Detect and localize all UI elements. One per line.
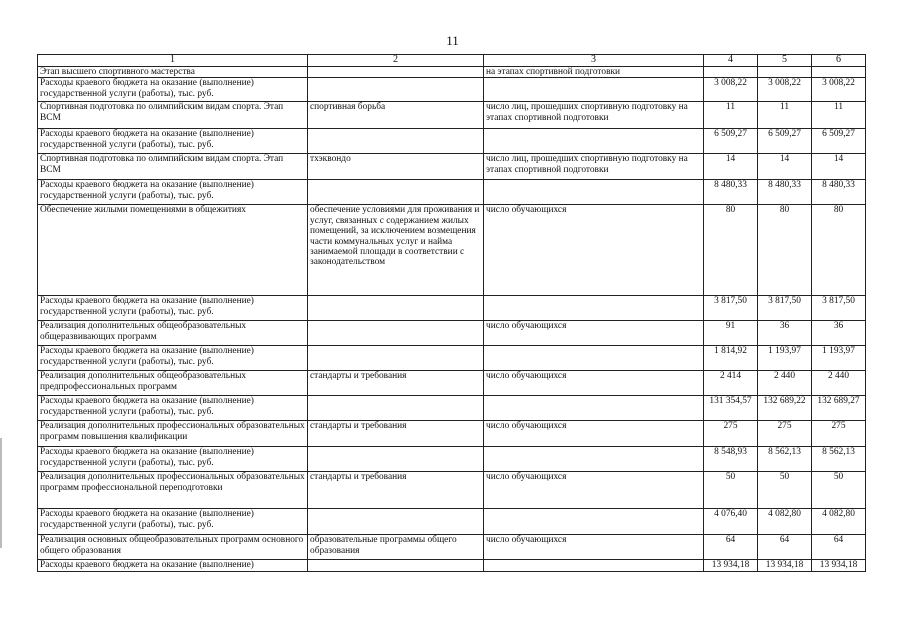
- value-year3-cell: 1 193,97: [812, 346, 866, 371]
- value-year3-cell: 4 082,80: [812, 509, 866, 535]
- measure-cell: число обучающихся: [484, 205, 704, 296]
- table-row: [38, 205, 866, 296]
- table-row: [38, 296, 866, 321]
- measure-cell: [484, 129, 704, 154]
- value-year1-cell: 2 414: [704, 371, 758, 396]
- value-year3-cell: 3 008,22: [812, 78, 866, 102]
- measure-cell: [484, 509, 704, 535]
- content-cell: стандарты и требования: [308, 371, 484, 396]
- value-year2-cell: 8 480,33: [758, 180, 812, 205]
- measure-cell: число обучающихся: [484, 321, 704, 346]
- content-cell: [308, 78, 484, 102]
- value-year2-cell: 1 193,97: [758, 346, 812, 371]
- indicator-cell: Реализация дополнительных общеобразовательных предпрофессиональных программ: [38, 371, 308, 396]
- measure-cell: на этапах спортивной подготовки: [484, 67, 704, 78]
- content-cell: обеспечение условиями для проживания и услуг, связанных с содержанием жилых помещений, за исключением возмещения части коммунальных услуг и найма занимаемой площади в соответствии с законодательством: [308, 205, 484, 296]
- measure-cell: число обучающихся: [484, 371, 704, 396]
- measure-cell: [484, 560, 704, 572]
- value-year2-cell: 3 817,50: [758, 296, 812, 321]
- content-cell: [308, 129, 484, 154]
- value-year3-cell: 13 934,18: [812, 560, 866, 572]
- measure-cell: [484, 346, 704, 371]
- value-year1-cell: 50: [704, 472, 758, 509]
- value-year1-cell: 131 354,57: [704, 396, 758, 421]
- table-row: [38, 67, 866, 78]
- value-year1-cell: 3 008,22: [704, 78, 758, 102]
- value-year2-cell: 3 008,22: [758, 78, 812, 102]
- content-cell: [308, 67, 484, 78]
- budget-table: [37, 54, 866, 572]
- value-year2-cell: 4 082,80: [758, 509, 812, 535]
- content-cell: стандарты и требования: [308, 421, 484, 447]
- table-row: [38, 447, 866, 472]
- value-year1-cell: 64: [704, 535, 758, 560]
- indicator-cell: Спортивная подготовка по олимпийским видам спорта. Этап ВСМ: [38, 102, 308, 129]
- indicator-cell: Реализация дополнительных общеобразовательных общеразвивающих программ: [38, 321, 308, 346]
- content-cell: тхэквондо: [308, 154, 484, 180]
- measure-cell: число обучающихся: [484, 535, 704, 560]
- content-cell: [308, 396, 484, 421]
- indicator-cell: Реализация основных общеобразовательных программ основного общего образования: [38, 535, 308, 560]
- measure-cell: [484, 447, 704, 472]
- value-year2-cell: 2 440: [758, 371, 812, 396]
- indicator-cell: Этап высшего спортивного мастерства: [38, 67, 308, 78]
- table-row: [38, 154, 866, 180]
- content-cell: стандарты и требования: [308, 472, 484, 509]
- value-year1-cell: 275: [704, 421, 758, 447]
- table-row: [38, 371, 866, 396]
- table-row: [38, 535, 866, 560]
- content-cell: [308, 447, 484, 472]
- value-year3-cell: 64: [812, 535, 866, 560]
- table-row: [38, 421, 866, 447]
- table-row: [38, 102, 866, 129]
- header-cell-5: 5: [758, 55, 812, 67]
- value-year3-cell: 2 440: [812, 371, 866, 396]
- value-year2-cell: 64: [758, 535, 812, 560]
- value-year3-cell: 50: [812, 472, 866, 509]
- indicator-cell: Расходы краевого бюджета на оказание (выполнение) государственной услуги (работы), тыс. руб.: [38, 346, 308, 371]
- value-year2-cell: 36: [758, 321, 812, 346]
- table-row: [38, 129, 866, 154]
- value-year3-cell: 8 480,33: [812, 180, 866, 205]
- value-year2-cell: 132 689,22: [758, 396, 812, 421]
- value-year2-cell: 14: [758, 154, 812, 180]
- indicator-cell: Расходы краевого бюджета на оказание (выполнение) государственной услуги (работы), тыс. руб.: [38, 78, 308, 102]
- value-year3-cell: 132 689,27: [812, 396, 866, 421]
- value-year3-cell: 275: [812, 421, 866, 447]
- content-cell: образовательные программы общего образования: [308, 535, 484, 560]
- measure-cell: число лиц, прошедших спортивную подготовку на этапах спортивной подготовки: [484, 154, 704, 180]
- measure-cell: число обучающихся: [484, 421, 704, 447]
- scan-margin-mark: [0, 438, 2, 548]
- indicator-cell: Спортивная подготовка по олимпийским видам спорта. Этап ВСМ: [38, 154, 308, 180]
- header-cell-3: 3: [484, 55, 704, 67]
- value-year1-cell: 91: [704, 321, 758, 346]
- page-number: 11: [446, 33, 459, 48]
- content-cell: [308, 346, 484, 371]
- value-year3-cell: [812, 67, 866, 78]
- measure-cell: [484, 396, 704, 421]
- measure-cell: число лиц, прошедших спортивную подготовку на этапах спортивной подготовки: [484, 102, 704, 129]
- measure-cell: [484, 78, 704, 102]
- indicator-cell: Обеспечение жилыми помещениями в общежитиях: [38, 205, 308, 296]
- value-year2-cell: [758, 67, 812, 78]
- value-year3-cell: 3 817,50: [812, 296, 866, 321]
- table-row: [38, 396, 866, 421]
- header-cell-6: 6: [812, 55, 866, 67]
- value-year1-cell: 14: [704, 154, 758, 180]
- indicator-cell: Расходы краевого бюджета на оказание (выполнение) государственной услуги (работы), тыс. руб.: [38, 129, 308, 154]
- value-year1-cell: 8 480,33: [704, 180, 758, 205]
- content-cell: [308, 509, 484, 535]
- measure-cell: [484, 296, 704, 321]
- content-cell: [308, 560, 484, 572]
- value-year1-cell: 6 509,27: [704, 129, 758, 154]
- indicator-cell: Расходы краевого бюджета на оказание (выполнение) государственной услуги (работы), тыс. руб.: [38, 296, 308, 321]
- value-year3-cell: 36: [812, 321, 866, 346]
- table-row: [38, 472, 866, 509]
- content-cell: [308, 180, 484, 205]
- value-year3-cell: 14: [812, 154, 866, 180]
- value-year2-cell: 8 562,13: [758, 447, 812, 472]
- value-year2-cell: 80: [758, 205, 812, 296]
- table-row: [38, 560, 866, 572]
- indicator-cell: Расходы краевого бюджета на оказание (выполнение): [38, 560, 308, 572]
- header-cell-1: 1: [38, 55, 308, 67]
- value-year3-cell: 6 509,27: [812, 129, 866, 154]
- value-year1-cell: 11: [704, 102, 758, 129]
- measure-cell: [484, 180, 704, 205]
- table-row: [38, 78, 866, 102]
- value-year2-cell: 50: [758, 472, 812, 509]
- value-year2-cell: 13 934,18: [758, 560, 812, 572]
- value-year1-cell: 4 076,40: [704, 509, 758, 535]
- header-cell-4: 4: [704, 55, 758, 67]
- header-row: [38, 55, 866, 67]
- table-row: [38, 321, 866, 346]
- value-year2-cell: 6 509,27: [758, 129, 812, 154]
- indicator-cell: Расходы краевого бюджета на оказание (выполнение) государственной услуги (работы), тыс. руб.: [38, 447, 308, 472]
- value-year1-cell: 3 817,50: [704, 296, 758, 321]
- table-row: [38, 509, 866, 535]
- indicator-cell: Реализация дополнительных профессиональных образовательных программ профессиональной переподготовки: [38, 472, 308, 509]
- content-cell: [308, 321, 484, 346]
- table-body: [38, 55, 866, 572]
- table-row: [38, 346, 866, 371]
- table-row: [38, 180, 866, 205]
- value-year3-cell: 80: [812, 205, 866, 296]
- header-cell-2: 2: [308, 55, 484, 67]
- value-year1-cell: 1 814,92: [704, 346, 758, 371]
- indicator-cell: Расходы краевого бюджета на оказание (выполнение) государственной услуги (работы), тыс. руб.: [38, 509, 308, 535]
- indicator-cell: Реализация дополнительных профессиональных образовательных программ повышения квалификации: [38, 421, 308, 447]
- value-year3-cell: 8 562,13: [812, 447, 866, 472]
- value-year1-cell: 13 934,18: [704, 560, 758, 572]
- content-cell: спортивная борьба: [308, 102, 484, 129]
- indicator-cell: Расходы краевого бюджета на оказание (выполнение) государственной услуги (работы), тыс. руб.: [38, 396, 308, 421]
- value-year1-cell: 80: [704, 205, 758, 296]
- value-year2-cell: 11: [758, 102, 812, 129]
- value-year1-cell: [704, 67, 758, 78]
- value-year1-cell: 8 548,93: [704, 447, 758, 472]
- value-year3-cell: 11: [812, 102, 866, 129]
- indicator-cell: Расходы краевого бюджета на оказание (выполнение) государственной услуги (работы), тыс. руб.: [38, 180, 308, 205]
- value-year2-cell: 275: [758, 421, 812, 447]
- measure-cell: число обучающихся: [484, 472, 704, 509]
- content-cell: [308, 296, 484, 321]
